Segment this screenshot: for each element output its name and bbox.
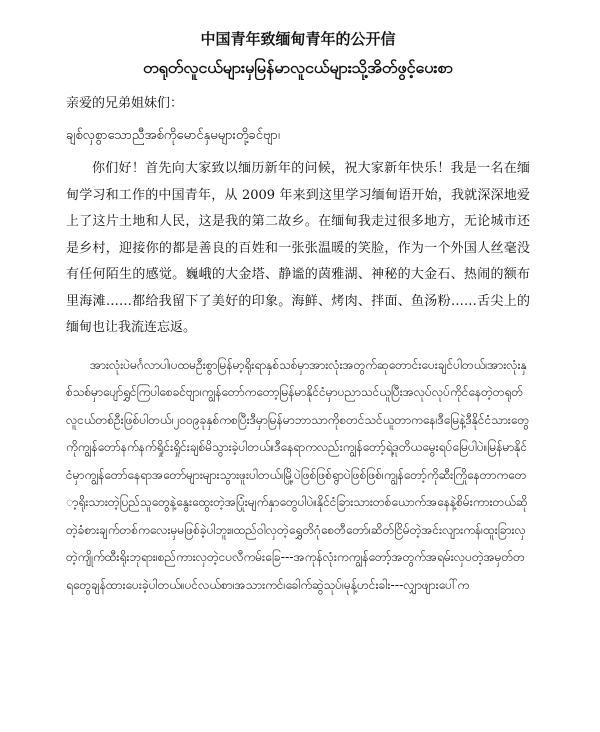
body-paragraph-chinese: 你们好！首先向大家致以缅历新年的问候，祝大家新年快乐！我是一名在缅甸学习和工作的中国青年，从 2009 年来到这里学习缅甸语开始，我就深深地爱上了这片土地和人民，这是我的第二故乡。在缅甸我走过很多地方，无论城市还是乡村，迎接你的都是善良的百姓和一张张温暖的笑脸，作为一个外国人丝毫没有任何陌生的感觉。巍峨的大金塔、静谧的茵雅湖、神秘的大金石、热闹的额布里海滩……都给我留下了美好的印象。海鲜、烤肉、拌面、鱼汤粉……舌尖上的缅甸也让我流连忘返。 [66, 161, 530, 335]
body-paragraph-burmese: အားလုံးပဲမင်္ဂလာပါ၊ပထမဦးစွာမြန်မာ့ရိုးရာနှစ်သစ်မှာအားလုံးအတွက်ဆုတောင်းပေးချင်ပါတယ်၊အားလုံးနှစ်သစ်မှာပျော်ရွှင်ကြပါစေခင်ဗျာ၊ကျွန်တော်ကတော့မြန်မာနိုင်ငံမှာပညာသင်ယူပြီးအလုပ်လုပ်ကိုင်နေတဲ့တရုတ်လူငယ်တစ်ဦးဖြစ်ပါတယ်၊၂၀၀၉ခုနှစ်ကစပြီးဒီမှာမြန်မာဘာသာကိုစတင်သင်ယူတာကနေ၊ဒီမြေနဲ့ဒီနိုင်ငံသားတွေကိုကျွန်တော်နက်နက်ရှိုင်းရှိုင်းချစ်မိသွားခဲ့ပါတယ်။ဒီနေရာကလည်းကျွန်တော့်ရဲ့ဒုတိယမွေးရပ်မြေပါပဲ။မြန်မာနိုင်ငံမှာကျွန်တော်နေရာအတော်များများသွားဖူးပါတယ်၊မြို့ပဲဖြစ်ဖြစ်ရွာပဲဖြစ်ဖြစ်၊ကျွန်တော့်ကိုဆီးကြိုနေတာကတော့ရိုးသားတဲ့ပြည်သူတွေနဲ့နွေးထွေးတဲ့အပြုံးမျက်နှာတွေပါပဲ။နိုင်ငံခြားသားတစ်ယောက်အနေနဲ့စိမ်းကားတယ်ဆိုတဲ့ခံစားချက်တစ်ကလေးမှမဖြစ်ခဲ့ပါဘူး။ထည်ဝါလှတဲ့ရွှေတိဂုံစေတီတော်၊ဆိတ်ငြိမ်တဲ့အင်းလျားကန်၊ထူးခြားလှတဲ့ကျိုက်ထီးရိုးဘုရား၊စည်ကားလှတဲ့ငပလီကမ်းခြေ---အကုန်လုံးကကျွန်တော့်အတွက်အရမ်းလှပတဲ့အမှတ်တရတွေချန်ထားပေးခဲ့ပါတယ်။ပင်လယ်စာ၊အသားကင်၊ခေါက်ဆွဲသုပ်၊မုန့်ဟင်းခါး---လျှာဖျားပေါ်က [66, 357, 530, 592]
letter-title-chinese: 中国青年致缅甸青年的公开信 [200, 30, 396, 48]
letter-title-burmese: တရုတ်လူငယ်များမှမြန်မာလူငယ်များသို့အိတ်ဖွင့်ပေးစာ [143, 58, 453, 77]
salutation-chinese: 亲爱的兄弟姐妹们： [66, 96, 184, 111]
salutation-burmese: ချစ်လှစွာသောညီအစ်ကိုမောင်နှမများတို့ခင်ဗျာ၊ [66, 128, 280, 143]
